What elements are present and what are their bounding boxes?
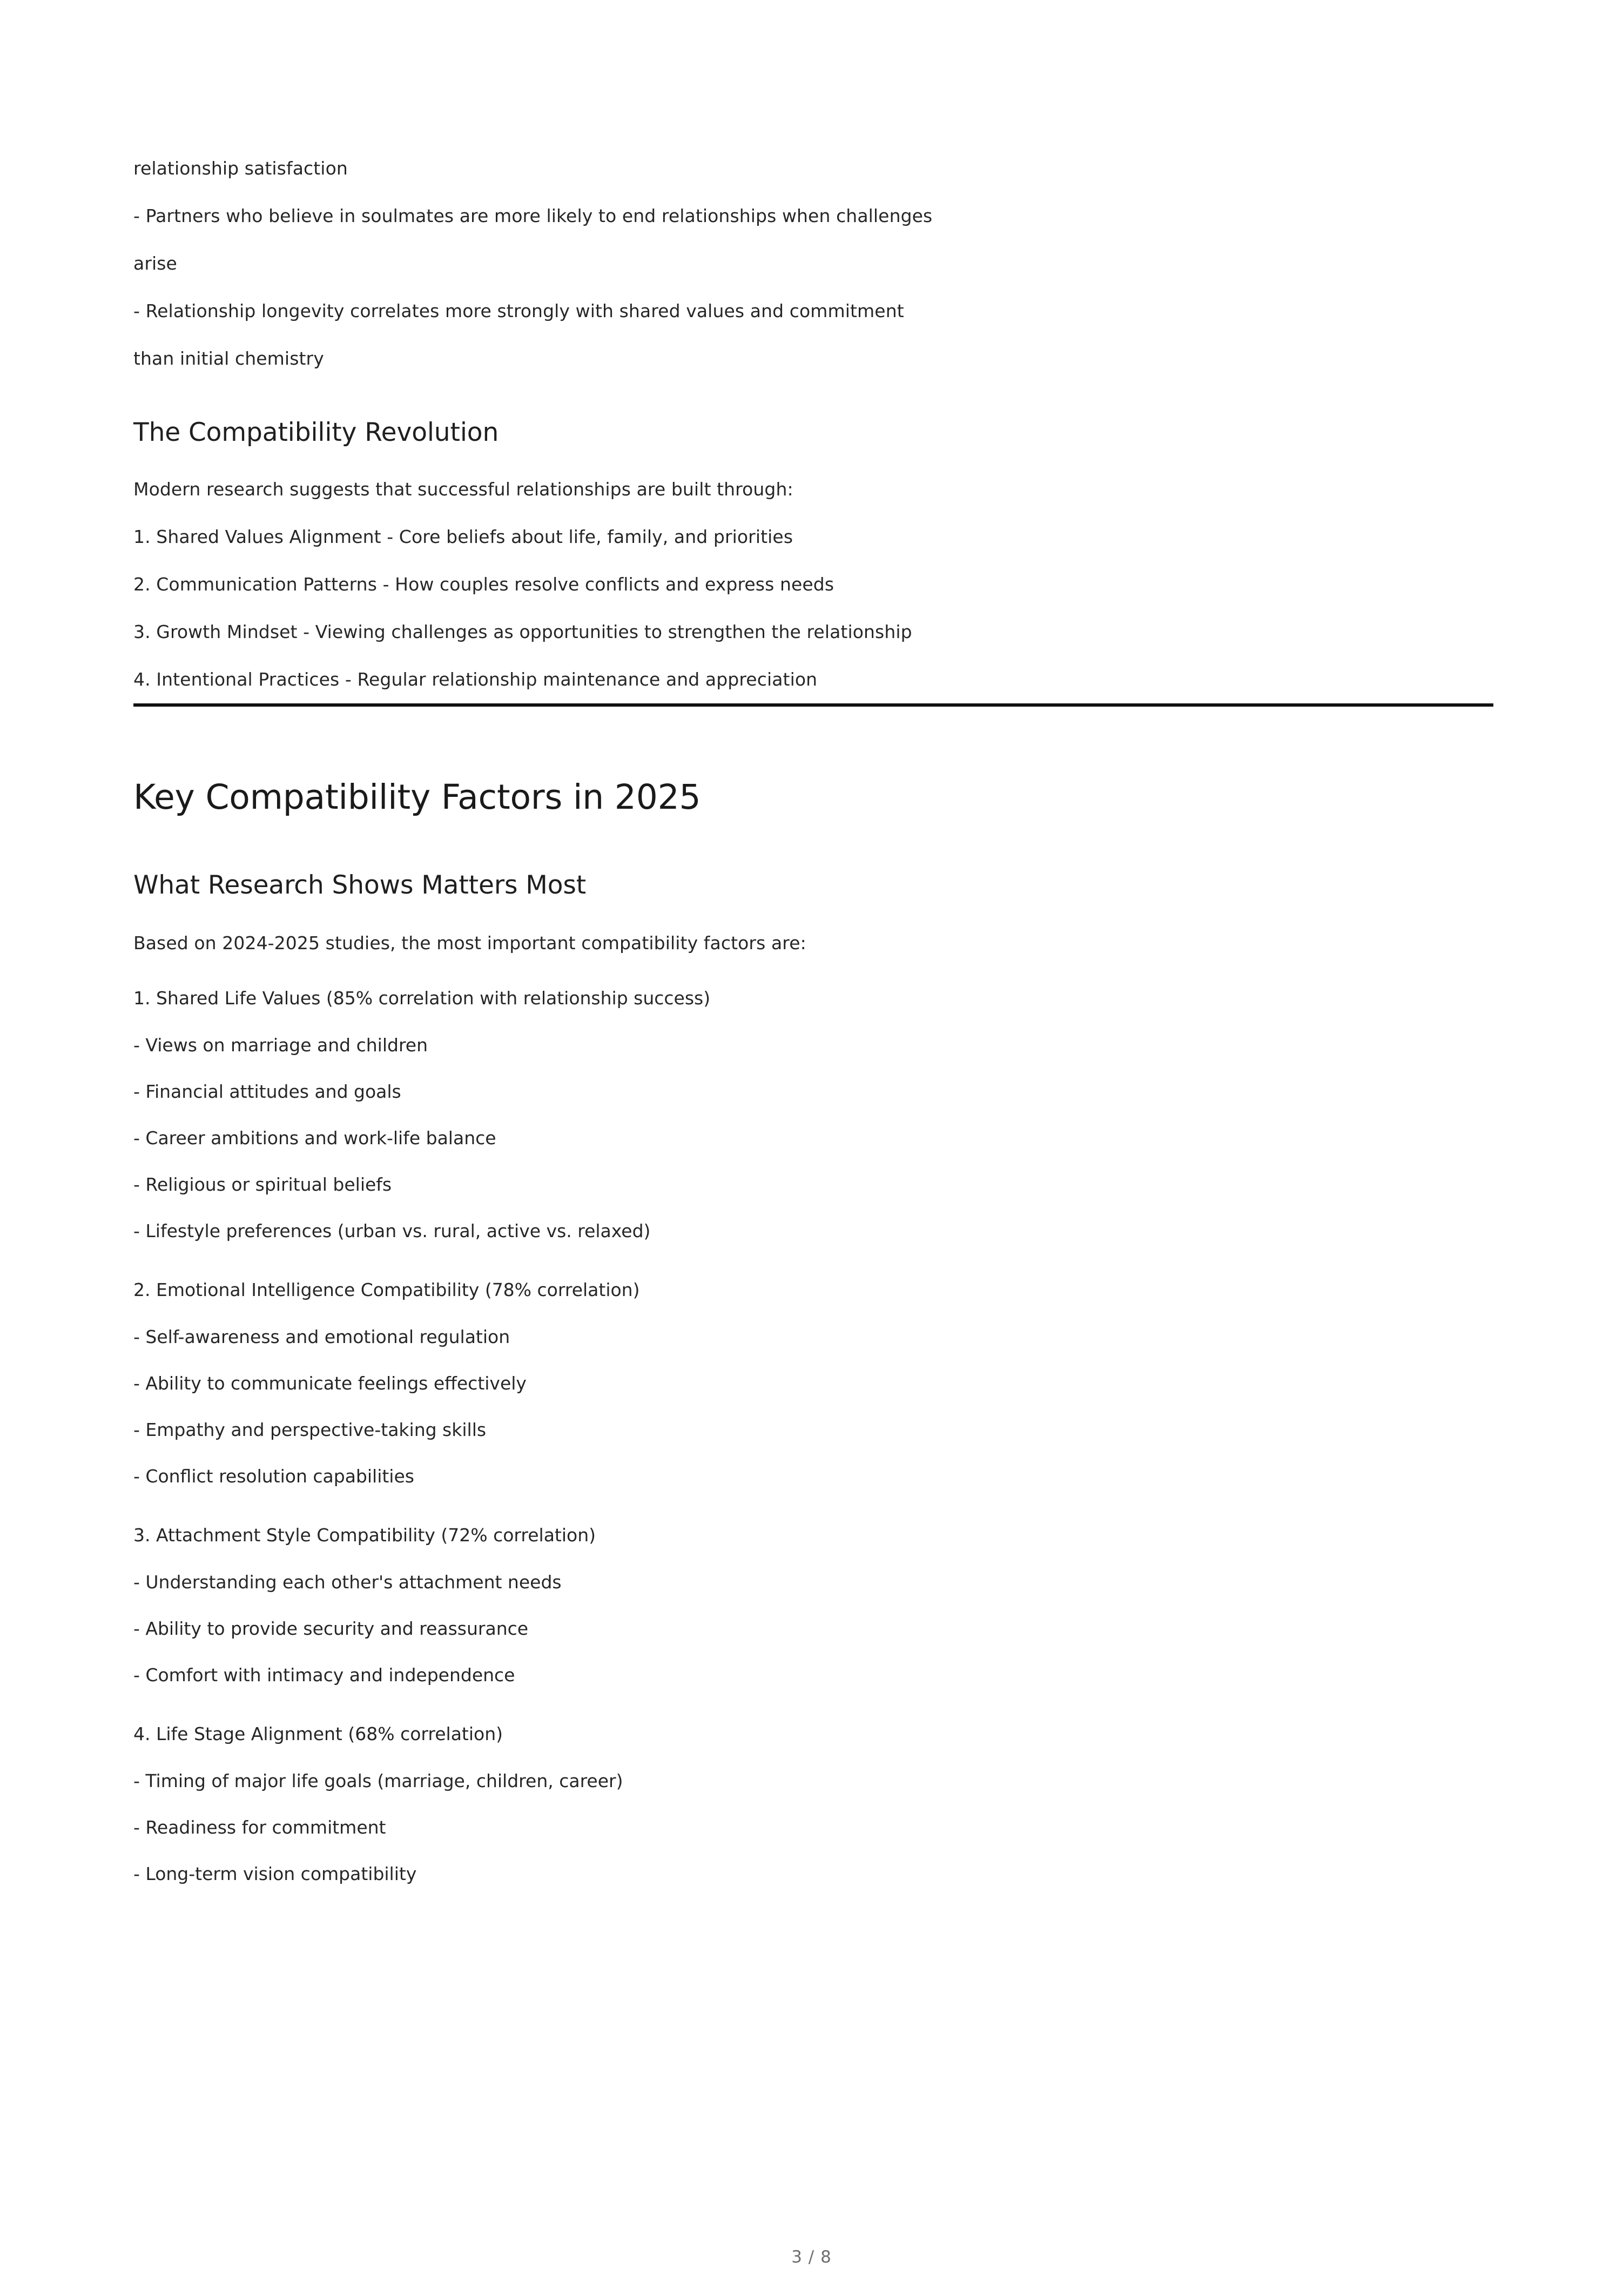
page-content [133, 145, 1500, 1897]
spacer [133, 1500, 1500, 1512]
section-heading-compatibility-revolution: The Compatibility Revolution [133, 418, 499, 447]
spacer [133, 967, 1500, 975]
spacer [133, 382, 1500, 416]
spacer [133, 902, 1500, 919]
factor-group [133, 1512, 1500, 1698]
research-intro-paragraph [133, 919, 1500, 967]
list-item: - Career ambitions and work-life balance [133, 1127, 496, 1149]
factor-points [133, 1022, 1500, 1254]
page-title: Key Compatibility Factors in 2025 [133, 777, 701, 817]
lead-line: - Relationship longevity correlates more strongly with shared values and commitment [133, 300, 904, 321]
list-item: - Religious or spiritual beliefs [133, 1174, 392, 1195]
intro-line: Modern research suggests that successful relationships are built through: [133, 479, 793, 500]
list-item: - Ability to communicate feelings effectively [133, 1373, 527, 1394]
spacer [133, 1254, 1500, 1266]
factor-heading: 4. Life Stage Alignment (68% correlation) [133, 1723, 503, 1744]
factor-points [133, 1758, 1500, 1897]
numbered-item: 3. Growth Mindset - Viewing challenges as opportunities to strengthen the relationship [133, 621, 912, 642]
list-item: - Understanding each other's attachment needs [133, 1572, 562, 1593]
lead-line: than initial chemistry [133, 348, 324, 369]
numbered-item: 2. Communication Patterns - How couples resolve conflicts and express needs [133, 574, 834, 595]
page-number-footer: 3 / 8 [791, 2247, 832, 2267]
list-item: - Long-term vision compatibility [133, 1863, 417, 1884]
factor-heading: 1. Shared Life Values (85% correlation with relationship success) [133, 988, 711, 1009]
factor-group [133, 1710, 1500, 1897]
list-item: - Ability to provide security and reassurance [133, 1618, 529, 1639]
numbered-item: 1. Shared Values Alignment - Core beliefs about life, family, and priorities [133, 526, 793, 547]
section-heading-what-research-shows: What Research Shows Matters Most [133, 870, 587, 900]
spacer [133, 707, 1500, 776]
list-item: - Conflict resolution capabilities [133, 1466, 414, 1487]
factor-group [133, 975, 1500, 1254]
list-item: - Views on marriage and children [133, 1035, 428, 1056]
factor-group [133, 1266, 1500, 1500]
spacer [133, 1698, 1500, 1710]
spacer [133, 819, 1500, 869]
factor-heading: 3. Attachment Style Compatibility (72% correlation) [133, 1525, 596, 1546]
list-item: - Lifestyle preferences (urban vs. rural, active vs. relaxed) [133, 1220, 651, 1241]
lead-line: arise [133, 253, 177, 274]
list-item: - Timing of major life goals (marriage, children, career) [133, 1770, 623, 1791]
numbered-item: 4. Intentional Practices - Regular relationship maintenance and appreciation [133, 669, 818, 690]
intro-line: Based on 2024-2025 studies, the most important compatibility factors are: [133, 932, 806, 954]
list-item: - Financial attitudes and goals [133, 1081, 401, 1102]
continued-lead-paragraph [133, 145, 1500, 382]
list-item: - Readiness for commitment [133, 1817, 386, 1838]
lead-line: relationship satisfaction [133, 158, 348, 179]
lead-line: - Partners who believe in soulmates are more likely to end relationships when challenges [133, 205, 933, 226]
list-item: - Empathy and perspective-taking skills [133, 1419, 487, 1440]
factor-points [133, 1314, 1500, 1500]
spacer [133, 449, 1500, 466]
factor-heading: 2. Emotional Intelligence Compatibility (78% correlation) [133, 1279, 640, 1300]
compatibility-revolution-body [133, 466, 1500, 703]
list-item: - Self-awareness and emotional regulation [133, 1326, 510, 1347]
list-item: - Comfort with intimacy and independence [133, 1664, 515, 1686]
factor-points [133, 1559, 1500, 1698]
